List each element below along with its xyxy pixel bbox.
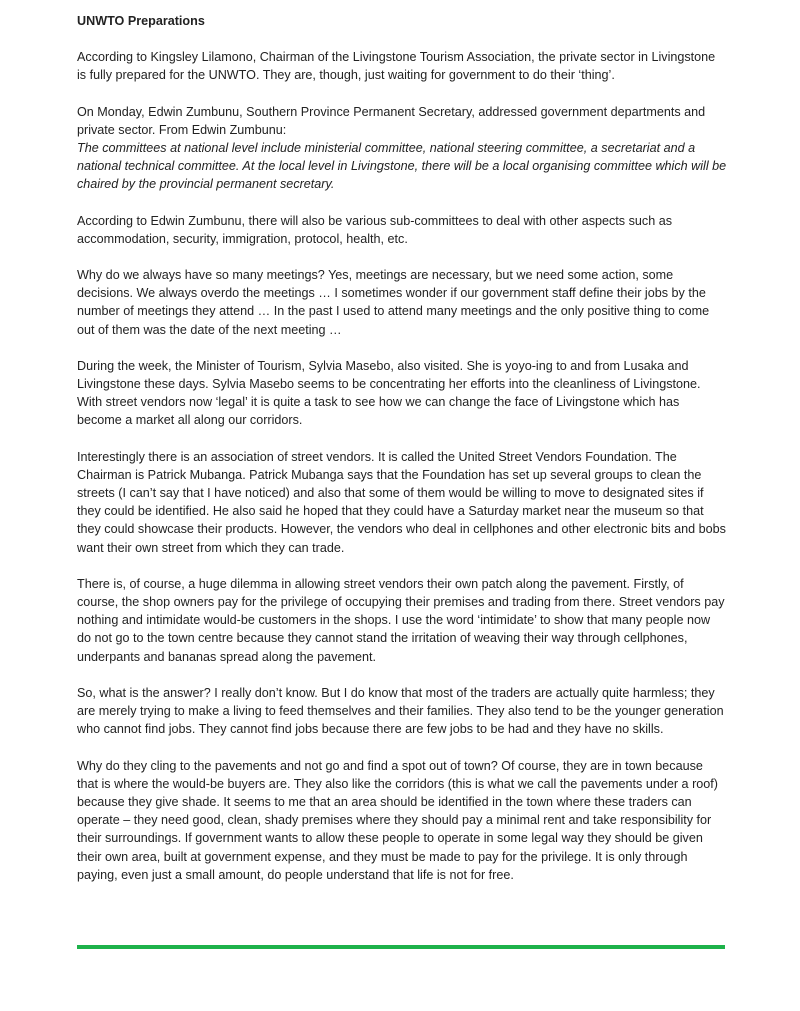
paragraph-subcommittees: According to Edwin Zumbunu, there will also be various sub-committees to deal with other aspects such as accommodation, security, immigration, protocol, health, etc. [77, 213, 672, 246]
paragraph-preparedness: According to Kingsley Lilamono, Chairman of the Livingstone Tourism Association, the private sector in Livingstone is fully prepared for the UNWTO. They are, though, just waiting for government to do their ‘thing’. [77, 50, 716, 83]
paragraph-meetings: Why do we always have so many meetings? Yes, meetings are necessary, but we need some action, some decisions. We always overdo the meetings … I sometimes wonder if our government staff define their jobs by the number of meetings they attend … In the past I used to attend many meetings and the only positive thing to come out of them was the date of the next meeting … [77, 268, 710, 337]
green-divider-line [77, 945, 725, 949]
zumbunu-quote: The committees at national level include ministerial committee, national steering committee, a secretariat and a national technical committee. At the local level in Livingstone, there will be a local organising committee which will be chaired by the provincial permanent secretary. [77, 141, 727, 192]
paragraph-minister-visit: During the week, the Minister of Tourism, Sylvia Masebo, also visited. She is yoyo-ing to and from Lusaka and Livingstone these days. Sylvia Masebo seems to be concentrating her efforts into the cleanliness of Livingstone. With street vendors now ‘legal’ it is quite a task to see how we can change the face of Livingstone which has become a market all along our corridors. [77, 358, 701, 428]
paragraph-answer: So, what is the answer? I really don’t know. But I do know that most of the traders are actually quite harmless; they are merely trying to make a living to feed themselves and their families. They also tend to be the younger generation who cannot find jobs. They cannot find jobs because there are few jobs to be had and they have no skills. [77, 685, 724, 737]
paragraph-pavements: Why do they cling to the pavements and not go and find a spot out of town? Of course, they are in town because that is where the would-be buyers are. They also like the corridors (this is what we call the pavements under a roof) because they give shade. It seems to me that an area should be identified in the town where these traders can operate – they need good, clean, shady premises where they should pay a minimal rent and take responsibility for their surroundings. If government wants to allow these people to operate in some legal way they should be given their own area, built at government expense, and they must be made to pay for the privilege. It is only through paying, even just a small amount, do people understand that life is not for free. [77, 758, 718, 882]
page-title: UNWTO Preparations [77, 14, 205, 28]
paragraph-dilemma: There is, of course, a huge dilemma in allowing street vendors their own patch along the pavement. Firstly, of course, the shop owners pay for the privilege of occupying their premises and trading from there. Street vendors pay nothing and intimidate would-be customers in the shops. I use the word ‘intimidate’ to show that many people now do not go to the town centre because they cannot stand the irritation of weaving their way through cellphones, underpants and bananas spread along the pavement. [77, 576, 725, 664]
paragraph-zumbunu-address [77, 103, 727, 194]
document-page [77, 12, 727, 902]
paragraph-zumbunu-intro: On Monday, Edwin Zumbunu, Southern Province Permanent Secretary, addressed government departments and private sector. From Edwin Zumbunu: [77, 104, 706, 137]
paragraph-vendors-foundation: Interestingly there is an association of street vendors. It is called the United Street Vendors Foundation. The Chairman is Patrick Mubanga. Patrick Mubanga says that the Foundation has set up several groups to clean the streets (I can’t say that I have noticed) and also that some of them would be willing to move to designated sites if they could be identified. He also said he hoped that they could have a Saturday market near the museum so that they could showcase their products. However, the vendors who deal in cellphones and other electronic bits and bobs want their own street from which they can trade. [77, 449, 726, 555]
